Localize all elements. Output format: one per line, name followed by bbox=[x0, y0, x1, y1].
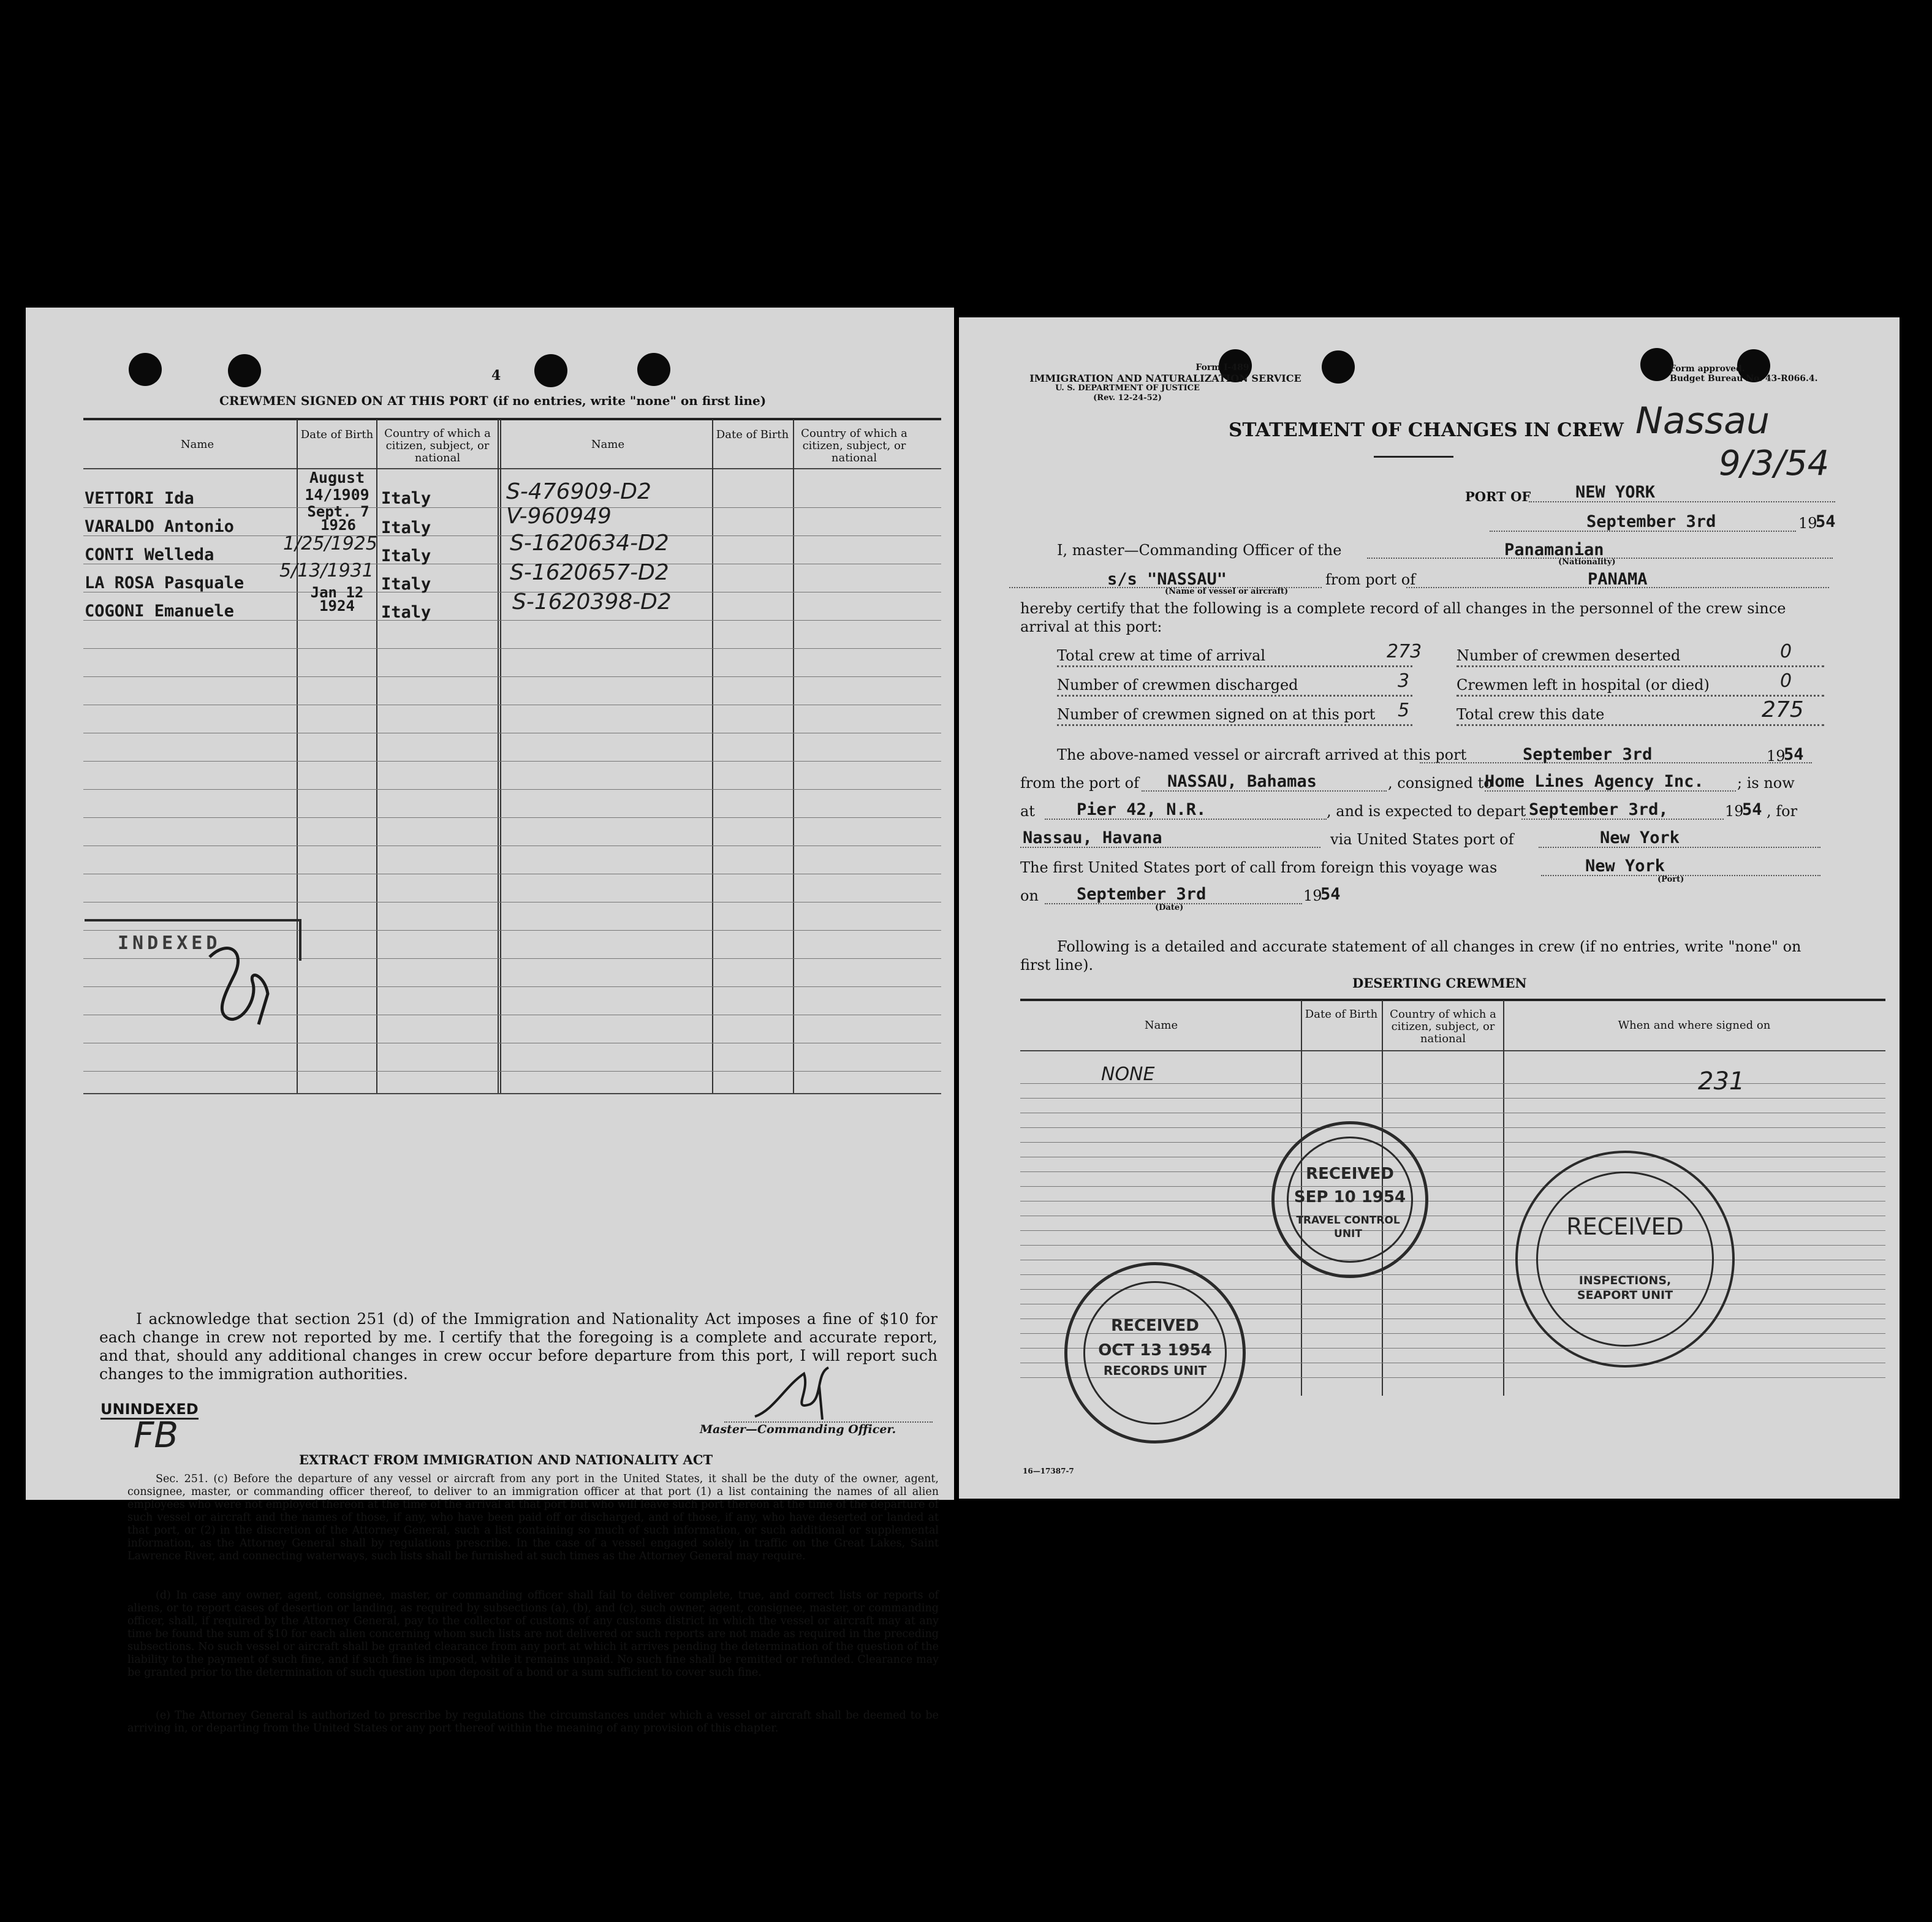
punch-hole-icon bbox=[1322, 350, 1355, 384]
department-name: U. S. DEPARTMENT OF JUSTICE bbox=[1055, 384, 1200, 393]
crew-country: Italy bbox=[381, 603, 431, 622]
consignee: Home Lines Agency Inc. bbox=[1485, 772, 1704, 791]
origin-port: NASSAU, Bahamas bbox=[1167, 772, 1317, 791]
budget-bureau: Budget Bureau No. 43-R066.4. bbox=[1670, 374, 1818, 384]
col-header-dob-2: Date of Birth bbox=[716, 428, 789, 441]
crew-name: VARALDO Antonio bbox=[85, 517, 234, 536]
crew-country: Italy bbox=[381, 575, 431, 594]
form-title: STATEMENT OF CHANGES IN CREW bbox=[1229, 419, 1624, 441]
crew-name: COGONI Emanuele bbox=[85, 602, 234, 621]
col-header-country-2: Country of which a citizen, subject, or national bbox=[801, 427, 907, 464]
crew-dob: Sept. 7 1926 bbox=[307, 503, 369, 534]
col-header-when-where: When and where signed on bbox=[1618, 1019, 1771, 1032]
consigned-text: , consigned to bbox=[1388, 774, 1493, 792]
deserting-entry: NONE bbox=[1101, 1064, 1155, 1085]
punch-hole-icon bbox=[1640, 348, 1673, 381]
stat-label: Total crew at time of arrival bbox=[1057, 647, 1266, 664]
depart-text: , and is expected to depart bbox=[1327, 803, 1526, 820]
crew-dob: 1/25/1925 bbox=[283, 533, 377, 554]
punch-hole-icon bbox=[534, 354, 567, 387]
deserting-title: DESERTING CREWMEN bbox=[1352, 975, 1527, 991]
on-text: on bbox=[1020, 887, 1039, 904]
stat-label: Number of crewmen discharged bbox=[1057, 676, 1298, 694]
initials: FB bbox=[134, 1414, 179, 1456]
crew-dob: August 14/1909 bbox=[305, 469, 369, 504]
form-number: Form I-489 bbox=[1195, 363, 1249, 373]
from-port-label: from port of bbox=[1325, 571, 1416, 588]
stat-label: Crewmen left in hospital (or died) bbox=[1457, 676, 1710, 694]
acknowledgement-text: I acknowledge that section 251 (d) of the Immigration and Nationality Act imposes a fine of $10 for each change in crew not reported by me. I certify that the foregoing is a complete and accurate report, and that, should any additional changes in crew occur before departure from this port, I will report such changes to the immigration authorities. bbox=[99, 1310, 938, 1383]
page-number: 4 bbox=[491, 368, 501, 384]
crew-document-number: V-960949 bbox=[506, 504, 612, 529]
on-year-prefix: 19 bbox=[1303, 887, 1322, 904]
port-value: NEW YORK bbox=[1575, 483, 1656, 502]
following-text: Following is a detailed and accurate statement of all changes in crew (if no entries, write "none" on first line). bbox=[1020, 938, 1801, 974]
stat-label: Number of crewmen deserted bbox=[1457, 647, 1681, 664]
crew-country: Italy bbox=[381, 547, 431, 566]
port-caption: (Port) bbox=[1657, 875, 1684, 884]
travel-control-received-stamp: RECEIVED SEP 10 1954 TRAVEL CONTROL UNIT bbox=[1271, 1121, 1428, 1278]
extract-title: EXTRACT FROM IMMIGRATION AND NATIONALITY ACT bbox=[299, 1452, 713, 1467]
extract-paragraph-e: (e) The Attorney General is authorized to prescribe by regulations the circumstances under which a vessel or aircraft shall be deemed to be arriving in, or departing from the United States or any port thereof within the meaning of any provision of this chapter. bbox=[127, 1709, 939, 1735]
crew-dob: 5/13/1931 bbox=[279, 560, 374, 581]
from-port-of-text: from the port of bbox=[1020, 774, 1140, 792]
crew-name: VETTORI Ida bbox=[85, 489, 194, 508]
via-text: via United States port of bbox=[1330, 831, 1514, 848]
on-year-suffix: 54 bbox=[1320, 885, 1341, 904]
arrived-year-prefix: 19 bbox=[1767, 747, 1786, 765]
first-port: New York bbox=[1585, 857, 1665, 876]
stat-value: 3 bbox=[1398, 670, 1410, 692]
crew-document-number: S-1620634-D2 bbox=[510, 531, 669, 556]
extract-paragraph-d: (d) In case any owner, agent, consignee, master, or commanding officer shall fail to deliver complete, true, and correct lists or reports of aliens, or to report cases of desertion or landing, as required by subsections (a), (b), and (c), such owner, agent, consignee, master, or commanding officer, shall, if required by the Attorney General, pay to the collector of customs of any customs district in which the vessel or aircraft may at any time be found the sum of $10 for each alien concerning whom such lists are not delivered or such reports are not made as required in the preceding subsections. No such vessel or aircraft shall be granted clearance from any port at which it arrives pending the determination of the question of the liability to the payment of such fine, and if such fine is imposed, while it remains unpaid. No such fine shall be remitted or refunded. Clearance may be granted prior to the determination of such question upon deposit of a bond or a sum sufficient to cover such fine. bbox=[127, 1589, 939, 1679]
signature-scribble-icon bbox=[191, 933, 289, 1031]
destination: Nassau, Havana bbox=[1023, 828, 1162, 847]
punch-hole-icon bbox=[129, 353, 162, 386]
year-prefix: 19 bbox=[1798, 515, 1817, 532]
col-header-name: Name bbox=[180, 438, 214, 451]
unindexed-stamp: UNINDEXED bbox=[100, 1401, 199, 1420]
crew-document-number: S-476909-D2 bbox=[506, 479, 651, 504]
col-header-country: Country of which a citizen, subject, or national bbox=[1390, 1008, 1496, 1045]
year-suffix: 54 bbox=[1816, 512, 1836, 531]
nationality-caption: (Nationality) bbox=[1558, 558, 1616, 567]
via-port: New York bbox=[1600, 828, 1680, 847]
depart-year-prefix: 19 bbox=[1725, 803, 1744, 820]
first-port-date: September 3rd bbox=[1077, 885, 1207, 904]
stat-label: Number of crewmen signed on at this port bbox=[1057, 706, 1376, 723]
stat-value: 273 bbox=[1387, 641, 1422, 662]
handwritten-date: 9/3/54 bbox=[1719, 444, 1830, 483]
crew-country: Italy bbox=[381, 518, 431, 537]
punch-hole-icon bbox=[228, 354, 261, 387]
col-header-dob: Date of Birth bbox=[300, 428, 374, 441]
signature-label: Master—Commanding Officer. bbox=[700, 1423, 896, 1436]
signature-icon bbox=[749, 1361, 847, 1429]
master-text: I, master—Commanding Officer of the bbox=[1057, 542, 1342, 559]
crew-name: CONTI Welleda bbox=[85, 545, 214, 564]
certify-text: hereby certify that the following is a complete record of all changes in the personnel of the crew since arrival at this port: bbox=[1020, 600, 1786, 635]
right-page bbox=[959, 317, 1900, 1499]
date-caption: (Date) bbox=[1155, 903, 1184, 912]
indexed-stamp: INDEXED bbox=[85, 919, 301, 961]
col-header-country: Country of which a citizen, subject, or national bbox=[384, 427, 491, 464]
crew-name: LA ROSA Pasquale bbox=[85, 573, 244, 592]
agency-name: IMMIGRATION AND NATURALIZATION SERVICE bbox=[1029, 373, 1301, 384]
current-location: Pier 42, N.R. bbox=[1077, 800, 1207, 819]
report-date: September 3rd bbox=[1586, 512, 1716, 531]
punch-hole-icon bbox=[637, 353, 670, 386]
col-header-name-2: Name bbox=[591, 438, 625, 451]
col-header-name: Name bbox=[1144, 1019, 1178, 1032]
vessel-caption: (Name of vessel or aircraft) bbox=[1165, 587, 1289, 596]
arrived-text: The above-named vessel or aircraft arrived at this port bbox=[1057, 746, 1467, 763]
left-page bbox=[26, 308, 954, 1735]
stat-value: 0 bbox=[1780, 670, 1792, 692]
arrived-year-suffix: 54 bbox=[1784, 745, 1804, 764]
handwritten-count: 231 bbox=[1698, 1067, 1745, 1095]
first-port-text: The first United States port of call from foreign this voyage was bbox=[1020, 859, 1498, 876]
crew-document-number: S-1620657-D2 bbox=[510, 560, 669, 585]
stat-value: 275 bbox=[1762, 697, 1804, 722]
nationality-value: Panamanian bbox=[1504, 540, 1604, 559]
port-label: PORT OF bbox=[1465, 489, 1531, 504]
crew-dob: Jan 12 1924 bbox=[310, 584, 364, 615]
stat-value: 0 bbox=[1780, 641, 1792, 662]
seaport-received-stamp: RECEIVED INSPECTIONS, SEAPORT UNIT bbox=[1515, 1151, 1735, 1368]
stat-value: 5 bbox=[1398, 700, 1410, 721]
handwritten-place: Nassau bbox=[1635, 399, 1770, 442]
for-text: , for bbox=[1767, 803, 1798, 820]
depart-date: September 3rd, bbox=[1529, 800, 1669, 819]
section-title: CREWMEN SIGNED ON AT THIS PORT (if no entries, write "none" on first line) bbox=[219, 393, 767, 408]
at-text: at bbox=[1020, 803, 1035, 820]
extract-paragraph-c: Sec. 251. (c) Before the departure of any vessel or aircraft from any port in the United States, it shall be the duty of the owner, agent, consignee, master, or commanding officer thereof, to deliver to an immigration officer at that port (1) a list containing the names of all alien employees who were not employed thereon at the time of the arrival at that port but who will leave such port thereon at the time of the departure of such vessel or aircraft and the names of those, if any, who have been paid off or discharged, and of those, if any, who have deserted or landed at that port, or (2) in the discretion of the Attorney General, such a list containing so much of such information, or such additional or supplemental information, as the Attorney General shall by regulations prescribe. In the case of a vessel engaged solely in traffic on the Great Lakes, Saint Lawrence River, and connecting waterways, such lists shall be furnished at such times as the Attorney General may require. bbox=[127, 1473, 939, 1562]
form-revision: (Rev. 12-24-52) bbox=[1093, 393, 1162, 403]
depart-year-suffix: 54 bbox=[1742, 800, 1762, 819]
arrived-date: September 3rd bbox=[1523, 745, 1653, 764]
crew-country: Italy bbox=[381, 489, 431, 508]
is-now-text: ; is now bbox=[1737, 774, 1795, 792]
records-received-stamp: RECEIVED OCT 13 1954 RECORDS UNIT bbox=[1064, 1262, 1246, 1443]
from-port-value: PANAMA bbox=[1588, 570, 1648, 589]
col-header-dob: Date of Birth bbox=[1305, 1008, 1378, 1021]
print-code: 16—17387-7 bbox=[1023, 1467, 1074, 1475]
stat-label: Total crew this date bbox=[1457, 706, 1605, 723]
vessel-value: s/s "NASSAU" bbox=[1107, 570, 1227, 589]
crew-document-number: S-1620398-D2 bbox=[512, 589, 672, 615]
form-approved: Form approved. bbox=[1670, 364, 1745, 374]
